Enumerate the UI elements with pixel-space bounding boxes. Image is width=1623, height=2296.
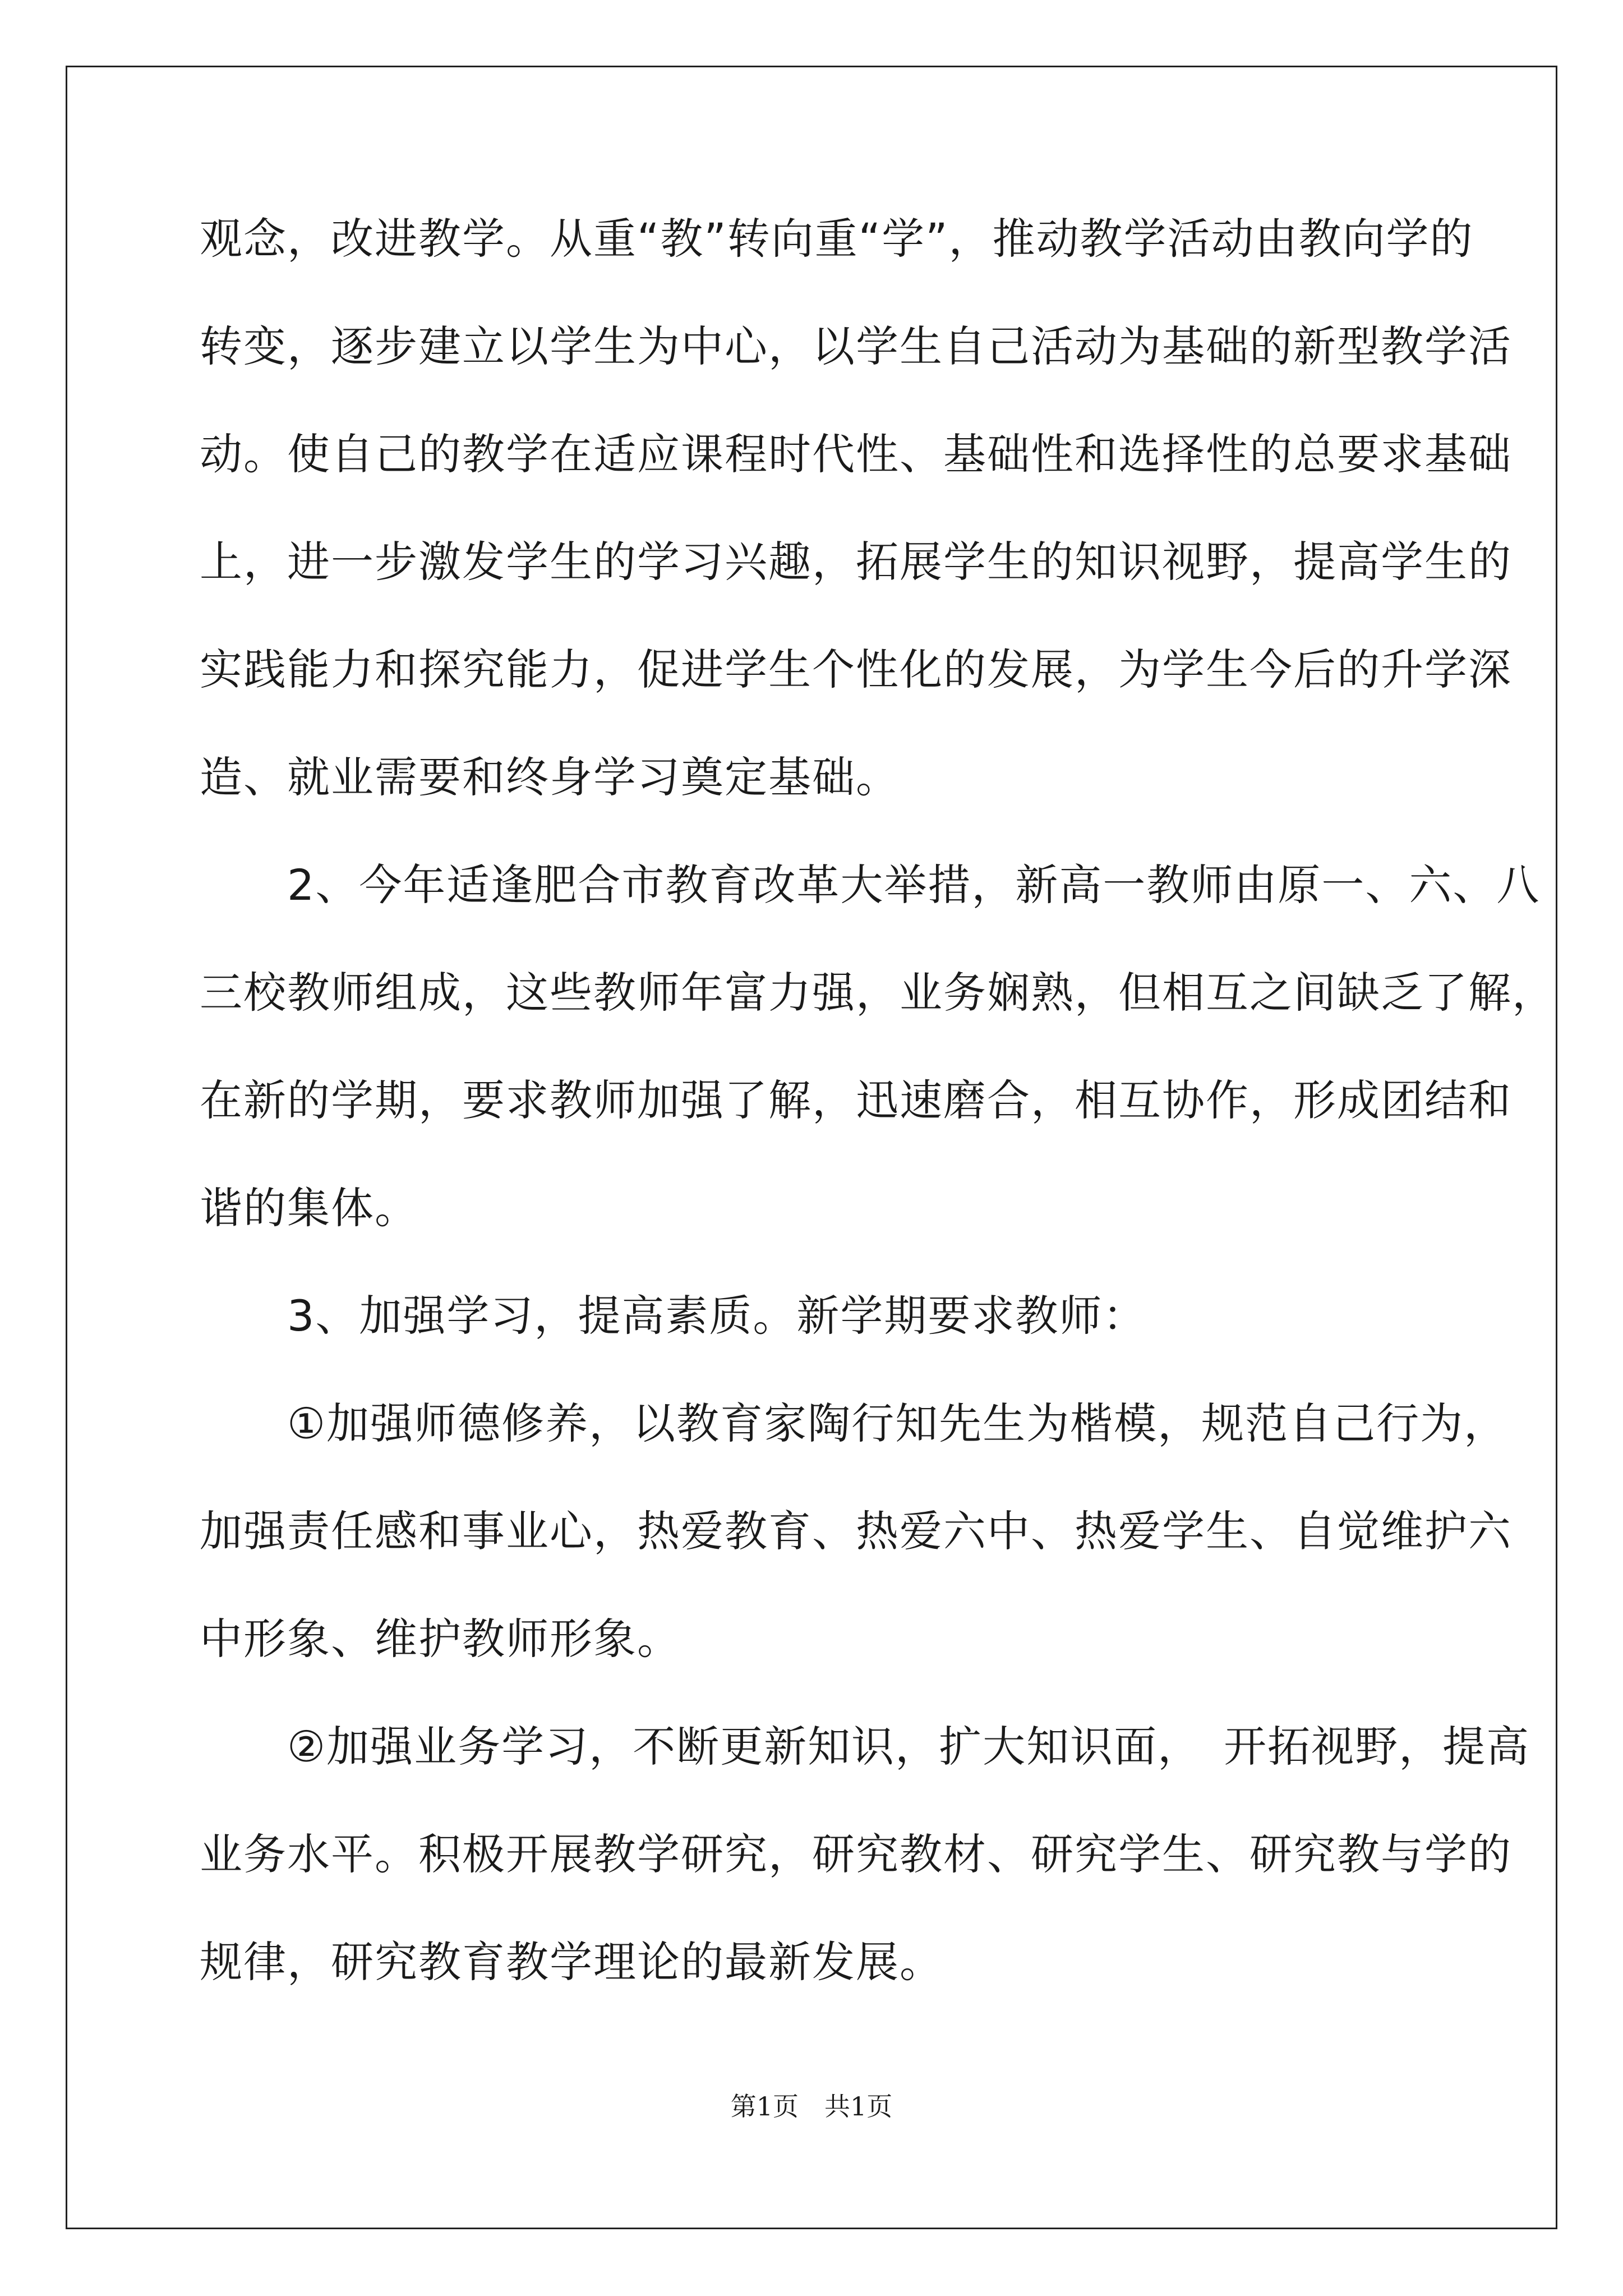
page-footer [0,2090,1623,2123]
text-line: 谐的集体。 [200,1183,418,1233]
text-line: 中形象、维护教师形象。 [200,1614,681,1664]
text-line: 转变，逐步建立以学生为中心，以学生自己活动为基础的新型教学活 [200,321,1512,371]
text-line: 观念，改进教学。从重“教”转向重“学”，推动教学活动由教向学的 [200,214,1474,264]
document-body [200,212,1556,1989]
text-line: 规律，研究教育教学理论的最新发展。 [200,1937,943,1987]
text-line: 上，进一步激发学生的学习兴趣，拓展学生的知识视野，提高学生的 [200,537,1512,587]
text-line: 在新的学期，要求教师加强了解，迅速磨合，相互协作，形成团结和 [200,1075,1512,1125]
text-line: 造、就业需要和终身学习奠定基础。 [200,752,900,802]
text-line: 实践能力和探究能力，促进学生个性化的发展，为学生今后的升学深 [200,645,1512,694]
text-line: 动。使自己的教学在适应课程时代性、基础性和选择性的总要求基础 [200,429,1512,479]
paragraph-start-line: 3、加强学习，提高素质。新学期要求教师： [200,1291,1147,1341]
text-line: 业务水平。积极开展教学研究，研究教材、研究学生、研究教与学的 [200,1829,1512,1879]
paragraph-start-line: ①加强师德修养，以教育家陶行知先生为楷模，规范自己行为， [200,1398,1508,1448]
text-line: 加强责任感和事业心，热爱教育、热爱六中、热爱学生、自觉维护六 [200,1506,1512,1556]
text-line: 三校教师组成，这些教师年富力强，业务娴熟，但相互之间缺乏了解， [200,968,1556,1018]
page-number-label: 第1页 共1页 [730,2091,893,2122]
paragraph-start-line: ②加强业务学习，不断更新知识，扩大知识面， 开拓视野，提高 [200,1722,1530,1772]
paragraph-start-line: 2、今年适逢肥合市教育改革大举措，新高一教师由原一、六、八 [200,860,1541,910]
